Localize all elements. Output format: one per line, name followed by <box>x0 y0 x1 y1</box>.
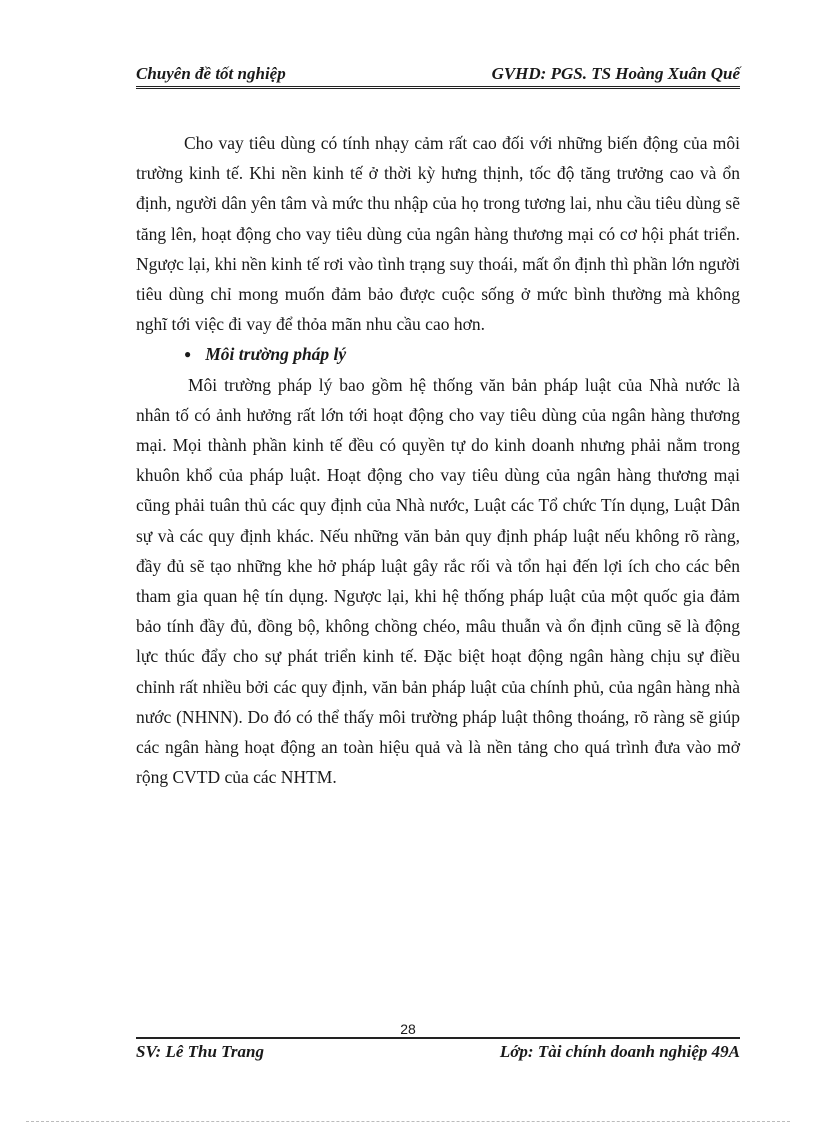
footer-student: SV: Lê Thu Trang <box>136 1042 264 1061</box>
bullet-icon: ● <box>184 347 192 362</box>
page-number: 28 <box>400 1021 416 1037</box>
paragraph-legal-environment: Môi trường pháp lý bao gồm hệ thống văn bản pháp luật của Nhà nước là nhân tố có ảnh hưởng rất lớn tới hoạt động cho vay tiêu dùng của ngân hàng thương mại. Mọi thành phần kinh tế đều có quyền tự do kinh doanh nhưng phải nằm trong khuôn khổ của pháp luật. Hoạt động cho vay tiêu dùng của ngân hàng thương mại cũng phải tuân thủ các quy định của Nhà nước, Luật các Tổ chức Tín dụng, Luật Dân sự và các quy định khác. Nếu những văn bản quy định pháp luật nếu không rõ ràng, đầy đủ sẽ tạo những khe hở pháp luật gây rắc rối và tổn hại đến lợi ích cho các bên tham gia quan hệ tín dụng. Ngược lại, khi hệ thống pháp luật của một quốc gia đảm bảo tính đầy đủ, đồng bộ, không chồng chéo, mâu thuẫn và ổn định cũng sẽ là động lực thúc đẩy cho sự phát triển kinh tế. Đặc biệt hoạt động ngân hàng chịu sự điều chỉnh rất nhiều bởi các quy định, văn bản pháp luật của chính phủ, của ngân hàng nhà nước (NHNN). Do đó có thể thấy môi trường pháp luật thông thoáng, rõ ràng sẽ giúp các ngân hàng hoạt động an toàn hiệu quả và là nền tảng cho quá trình đưa vào mở rộng CVTD của các NHTM. <box>136 374 740 788</box>
footer-class: Lớp: Tài chính doanh nghiệp 49A <box>499 1042 740 1061</box>
section-heading-legal-environment <box>136 339 740 369</box>
page-header <box>136 58 740 89</box>
page-edge-divider <box>26 1121 790 1122</box>
footer-divider <box>136 1037 740 1039</box>
header-document-title: Chuyên đề tốt nghiệp <box>136 64 286 83</box>
document-body <box>136 128 740 792</box>
paragraph-economic-environment: Cho vay tiêu dùng có tính nhạy cảm rất cao đối với những biến động của môi trường kinh tế. Khi nền kinh tế ở thời kỳ hưng thịnh, tốc độ tăng trưởng cao và ổn định, người dân yên tâm và mức thu nhập của họ trong tương lai, nhu cầu tiêu dùng sẽ tăng lên, hoạt động cho vay tiêu dùng của ngân hàng thương mại có cơ hội phát triển. Ngược lại, khi nền kinh tế rơi vào tình trạng suy thoái, mất ổn định thì phần lớn người tiêu dùng chỉ mong muốn đảm bảo được cuộc sống ở mức bình thường mà không nghĩ tới việc đi vay để thỏa mãn nhu cầu cao hơn. <box>136 133 740 335</box>
section-heading-text: Môi trường pháp lý <box>205 344 347 365</box>
page-footer <box>136 1042 740 1062</box>
header-supervisor: GVHD: PGS. TS Hoàng Xuân Quế <box>491 64 740 83</box>
